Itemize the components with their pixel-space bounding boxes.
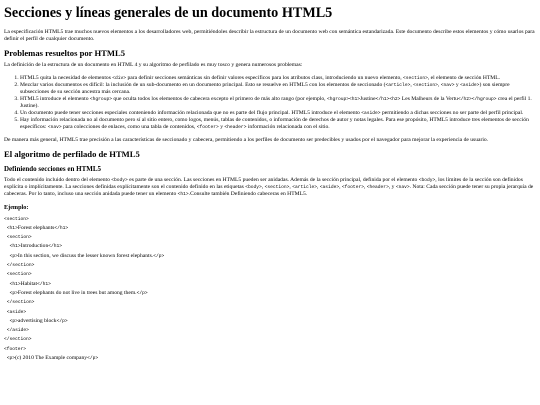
- inline-code-tag: </p>: [87, 355, 99, 361]
- inline-code-tag: <p>: [6, 355, 16, 361]
- inline-code-tag: <body>: [418, 178, 436, 184]
- inline-code-tag: </h1>: [48, 244, 63, 250]
- code-line: [4, 346, 26, 352]
- inline-code-tag: <body>: [245, 185, 262, 191]
- inline-code-tag: </h1>: [37, 281, 51, 287]
- code-line: [4, 336, 32, 342]
- inline-code-tag: <section>: [264, 185, 290, 191]
- code-line: [4, 271, 32, 277]
- inline-code-tag: <nav>: [440, 83, 455, 89]
- code-line: [4, 216, 29, 222]
- page-title: Secciones y líneas generales de un documento HTML5: [4, 5, 333, 21]
- inline-code-tag: </h1>: [54, 225, 69, 231]
- inline-code-tag: <p>: [9, 318, 18, 324]
- code-line: [4, 262, 34, 268]
- inline-code-tag: <article>: [385, 83, 411, 89]
- inline-code-tag: <section>: [403, 76, 428, 82]
- subheading-defining-sections: Definiendo secciones en HTML5: [4, 165, 102, 174]
- inline-code-tag: </section>: [6, 300, 35, 306]
- summary-paragraph: De manera más general, HTML5 trae precisión a las características de seccionado y cabecera, permitiendo a los perfiles de documento ser predecibles y usados por el navegador para mejorar la experiencia de usuario.: [4, 137, 489, 144]
- section-heading-problems: Problemas resueltos por HTML5: [4, 47, 126, 58]
- code-line: <p>(c) 2010 The Example company</p>: [6, 354, 99, 361]
- code-line: <h1>Introduction</h1>: [9, 243, 63, 250]
- problems-list: [4, 75, 536, 131]
- inline-code-tag: <p>: [9, 253, 18, 259]
- inline-code-tag: </aside>: [6, 328, 29, 334]
- inline-code-tag: <header>: [224, 125, 247, 131]
- inline-code-tag: <aside>: [361, 111, 381, 117]
- inline-code-tag: <aside>: [319, 185, 340, 191]
- inline-code-tag: <section>: [413, 83, 438, 89]
- code-line: <p>advertising block</p>: [9, 317, 68, 324]
- code-line: <p>Forest elephants do not live in trees but among them.</p>: [9, 289, 148, 296]
- inline-code-tag: <aside>: [6, 309, 27, 315]
- problems-list-item: 4. Un documento puede tener secciones especiales conteniendo información relacionada que no es parte del flujo principal. HTML5 introduce el elemento <aside> permitiendo a dichas secciones no ser parte del perfil principal.: [20, 110, 536, 117]
- code-line: [4, 299, 34, 305]
- section-heading-algorithm: El algoritmo de perfilado de HTML5: [4, 149, 140, 160]
- inline-code-tag: </h2></hgroup>: [457, 97, 497, 103]
- intro-paragraph: La especificación HTML5 trae muchos nuevos elementos a los desarrolladores web, permitiéndoles describir la estructura de un documento web con semántica estandarizada. Este documento describe estos elementos y cómo usarlos para definir el perfil de cualquier documento.: [4, 28, 535, 42]
- code-line: <h1>Forest elephants</h1>: [6, 224, 69, 231]
- inline-code-tag: </section>: [6, 263, 35, 269]
- inline-code-tag: </p>: [136, 290, 148, 296]
- example-code-block: [4, 215, 536, 364]
- inline-code-tag: <section>: [6, 235, 32, 241]
- problems-list-item: 2. Mezclar varios documentos es difícil: la inclusión de un sub-documento en un documento principal. Esto se resuelve en HTML5 con los elementos de seccionado (<article>, <section>, <nav> y <aside>) son siempre subsecciones de su sección ancestra más cercana.: [20, 82, 536, 96]
- problems-lead-paragraph: La definición de la estructura de un documento en HTML 4 y su algoritmo de perfilado es muy tosco y genera numerosos problemas:: [4, 62, 303, 69]
- inline-code-tag: <p>: [9, 290, 18, 296]
- code-line: [4, 327, 29, 333]
- inline-code-tag: </p>: [56, 318, 68, 324]
- inline-code-tag: <h1>: [9, 281, 21, 287]
- inline-code-tag: <footer>: [4, 346, 27, 352]
- inline-code-tag: <hgroup>: [89, 97, 112, 103]
- inline-code-tag: <nav>: [47, 125, 62, 131]
- inline-code-tag: <header>: [366, 185, 389, 191]
- example-label: Ejemplo:: [4, 204, 29, 212]
- code-line: [4, 309, 26, 315]
- problems-list-item: 1. HTML5 quita la necesidad de elementos <div> para definir secciones semánticas sin definir valores específicos para los atributos class, introduciendo un nuevo elemento, <section>, el elemento de sección HTML.: [20, 75, 536, 82]
- inline-code-tag: <footer>: [341, 185, 364, 191]
- code-line: <p>In this section, we discuss the lesser known forest elephants.</p>: [9, 252, 165, 259]
- inline-code-tag: <nav>: [395, 185, 410, 191]
- inline-code-tag: <h1>: [177, 192, 189, 198]
- problems-list-item: 3. HTML5 introduce el elemento <hgroup> que oculta todos los elementos de cabecera excepto el primero de más alto rango (por ejemplo, <hgroup><h1>Justine</h1><h2> Les Malheurs de la Vertu</h2></hgroup> crea el perfil 1. Justine).: [20, 96, 536, 110]
- inline-code-tag: <h1>: [9, 244, 21, 250]
- inline-code-tag: <article>: [292, 185, 317, 191]
- inline-code-tag: <div>: [112, 76, 127, 82]
- inline-code-tag: <body>: [111, 178, 128, 184]
- inline-code-tag: <hgroup><h1>: [326, 97, 361, 103]
- inline-code-tag: <aside>: [460, 83, 480, 89]
- inline-code-tag: <footer>: [196, 125, 219, 131]
- inline-code-tag: </h1><h2>: [375, 97, 401, 103]
- defining-sections-paragraph: Todo el contenido incluido dentro del elemento <body> es parte de una sección. Las secciones en HTML5 pueden ser anidadas. Además de la sección principal, definida por el elemento <body>, los límites de la sección son definidos explícita o implícitamente. La secciones definidas explícitamente son el contenido definido en las etiquetas <body>, <section>, <article>, <aside>, <footer>, <header>, y <nav>. Nota: Cada sección puede tener su propia jerarquía de cabeceras. Por lo tanto, incluso una sección anidada puede tener un elemento <h1>.Consulte también Definiendo cabeceras en HTML5.: [4, 177, 534, 198]
- inline-code-tag: <section>: [6, 272, 32, 278]
- code-line: <h1>Habitat</h1>: [9, 280, 51, 287]
- inline-code-tag: <section>: [4, 216, 29, 222]
- inline-code-tag: </section>: [4, 337, 32, 343]
- inline-code-tag: </p>: [153, 253, 165, 259]
- inline-code-tag: <h1>: [6, 225, 18, 231]
- problems-list-item: 5. Hay información relacionada no al documento pero sí al sitio entero, como logos, menús, tablas de contenidos, o información de derechos de autor y notas legales. Para ese propósito, HTML5 introduce tres elementos de sección específicos: <nav> para colecciones de enlaces, como una tabla de contenidos, <footer> y <header> información relacionada con el sitio.: [20, 117, 536, 131]
- code-line: [4, 234, 32, 240]
